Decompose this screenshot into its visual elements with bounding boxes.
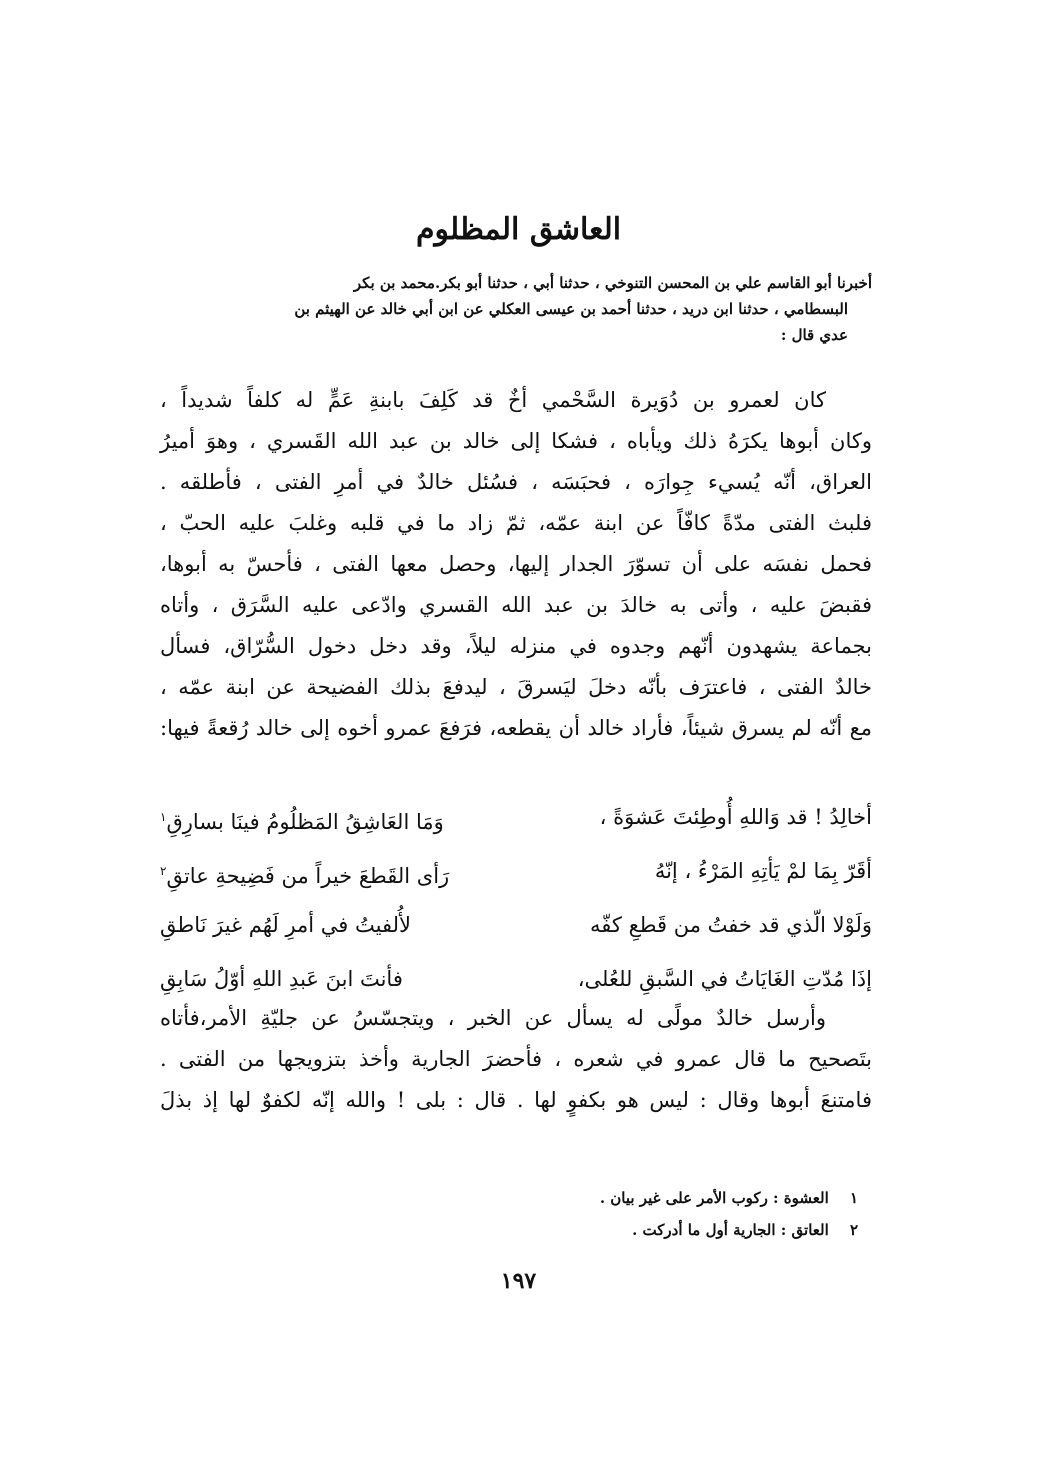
text-line: وأرسل خالدٌ مولًى له يسأل عن الخبر ، ويتجسّسُ عن جليّةِ الأمر،فأتاه xyxy=(160,1006,826,1030)
poem xyxy=(160,790,872,1006)
first-hemistich: إذَا مُدّتِ الغَايَاتُ في السَّبقِ للعُلى، xyxy=(577,967,872,991)
text-line: فامتنعَ أبوها وقال : ليس هو بكفوٍ لها . قال : بلى ! والله إنّه لكفوٌ لها إذ بذلَ xyxy=(160,1088,872,1112)
text-line: فحمل نفسَه على أن تسوّرَ الجدار إليها، وحصل معها الفتى ، فأحسّ به أبوها، xyxy=(160,552,872,576)
first-hemistich: أخالِدُ ! قد وَاللهِ أُوطِئتَ عَشوَةً ، xyxy=(599,805,872,829)
paragraph-two xyxy=(160,998,872,1121)
footnote-marker: ٢ xyxy=(160,864,167,878)
footnote-number: ٢ xyxy=(849,1221,858,1239)
footnote-text: العشوة : ركوب الأمر على غير بيان . xyxy=(599,1189,829,1207)
paragraph-one xyxy=(160,380,872,749)
footnote-marker: ١ xyxy=(160,810,167,824)
text-line: مع أنّه لم يسرق شيئاً، فأراد خالد أن يقطعه، فرَفعَ عمرو أخوه إلى خالد رُقعةً فيها: xyxy=(160,716,872,740)
second-hemistich: لأُلفيتُ في أمرِ لَهُم غيرَ نَاطقِ xyxy=(160,913,411,937)
text-line: بجماعة يشهدون أنّهم وجدوه في منزله ليلاً، وقد دخل دخول السُّرّاق، فسأل xyxy=(160,634,872,658)
footnotes xyxy=(300,1182,858,1246)
isnad-line: البسطامي ، حدثنا ابن دريد ، حدثنا أحمد بن عيسى العكلي عن ابن أبي خالد عن الهيثم بن xyxy=(294,300,848,318)
footnote xyxy=(300,1214,858,1246)
second-hemistich-wrap xyxy=(160,790,444,844)
isnad-block xyxy=(188,270,872,348)
chapter-title: العاشق المظلوم xyxy=(415,212,622,247)
isnad-line: أخبرنا أبو القاسم علي بن المحسن التنوخي ، حدثنا أبي ، حدثنا أبو بكر.محمد بن بكر xyxy=(353,274,872,292)
text-line: وكان أبوها يكرَهُ ذلك ويأباه ، فشكا إلى خالد بن عبد الله القَسري ، وهوَ أميرُ xyxy=(160,429,872,453)
second-hemistich-wrap xyxy=(160,844,449,898)
footnote-text: العاتق : الجارية أول ما أدركت . xyxy=(632,1221,829,1239)
text-line: بتَصحيح ما قال عمرو في شعره ، فأحضرَ الجارية وأخذ بتزويجها من الفتى . xyxy=(160,1047,872,1071)
first-hemistich: أقَرّ بِمَا لمْ يَأتِهِ المَرْءُ ، إنّهُ xyxy=(654,859,872,883)
first-hemistich: وَلَوْلا الّذي قد خفتُ من قَطعِ كفّه xyxy=(590,913,872,937)
isnad-line: عدي قال : xyxy=(780,326,848,344)
text-line: فقبضَ عليه ، وأتى به خالدَ بن عبد الله القسري وادّعى عليه السَّرَق ، وأتاه xyxy=(160,593,872,617)
second-hemistich: وَمَا العَاشِقُ المَظلُومُ فينَا بسارِقِ xyxy=(166,810,444,834)
verse xyxy=(160,790,872,844)
second-hemistich: فأنتَ ابنَ عَبدِ اللهِ أوّلُ سَابِقِ xyxy=(160,967,403,991)
footnote-number: ١ xyxy=(849,1189,858,1207)
text-line: كان لعمرو بن دُوَيرة السَّحْمي أخٌ قد كَلِفَ بابنةِ عَمٍّ له كلفاً شديداً ، xyxy=(160,388,826,412)
text-line: خالدٌ الفتى ، فاعترَف بأنّه دخلَ ليَسرقَ ، ليدفعَ بذلك الفضيحة عن ابنة عمّه ، xyxy=(160,675,872,699)
text-line: فلبث الفتى مدّةً كافّاً عن ابنة عمّه، ثمّ زاد ما في قلبه وغلبَ عليه الحبّ ، xyxy=(160,511,872,535)
footnote xyxy=(300,1182,858,1214)
page-number: ١٩٧ xyxy=(500,1268,537,1294)
text-line: العراق، أنّه يُسيء جِوارَه ، فحبَسَه ، فسُئل خالدٌ في أمرِ الفتى ، فأطلقه . xyxy=(160,470,872,494)
verse xyxy=(160,844,872,898)
verse xyxy=(160,898,872,952)
second-hemistich: رَأى القَطعَ خيراً من فَضِيحةِ عاتقِ xyxy=(166,864,450,888)
